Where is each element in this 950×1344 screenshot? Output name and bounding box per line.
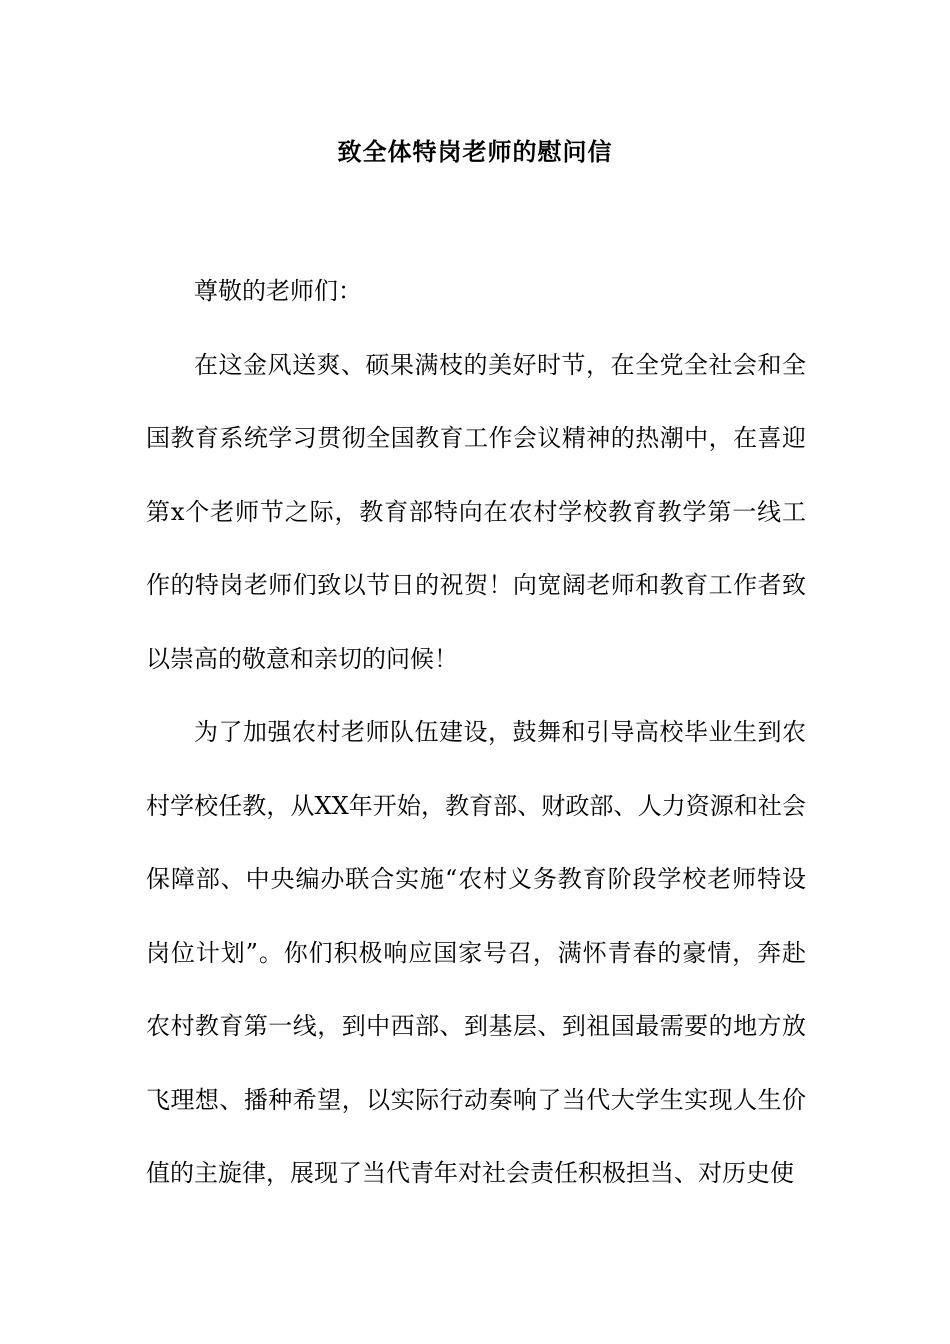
document-body: [146, 255, 806, 1211]
greeting: 尊敬的老师们：: [194, 277, 362, 305]
paragraph-2: 为了加强农村老师队伍建设，鼓舞和引导高校毕业生到农村学校任教，从XX年开始，教育部、财政部、人力资源和社会保障部、中央编办联合实施“农村义务教育阶段学校老师特设岗位计划”。你们积极响应国家号召，满怀青春的豪情，奔赴农村教育第一线，到中西部、到基层、到祖国最需要的地方放飞理想、播种希望，以实际行动奏响了当代大学生实现人生价值的主旋律，展现了当代青年对社会责任积极担当、对历史使: [146, 718, 806, 1187]
document-title: 致全体特岗老师的慰问信: [337, 137, 613, 166]
paragraph-1: 在这金风送爽、硕果满枝的美好时节，在全党全社会和全国教育系统学习贯彻全国教育工作会议精神的热潮中，在喜迎第x个老师节之际，教育部特向在农村学校教育教学第一线工作的特岗老师们致以节日的祝贺！向宽阔老师和教育工作者致以崇高的敬意和亲切的问候！: [146, 350, 806, 673]
